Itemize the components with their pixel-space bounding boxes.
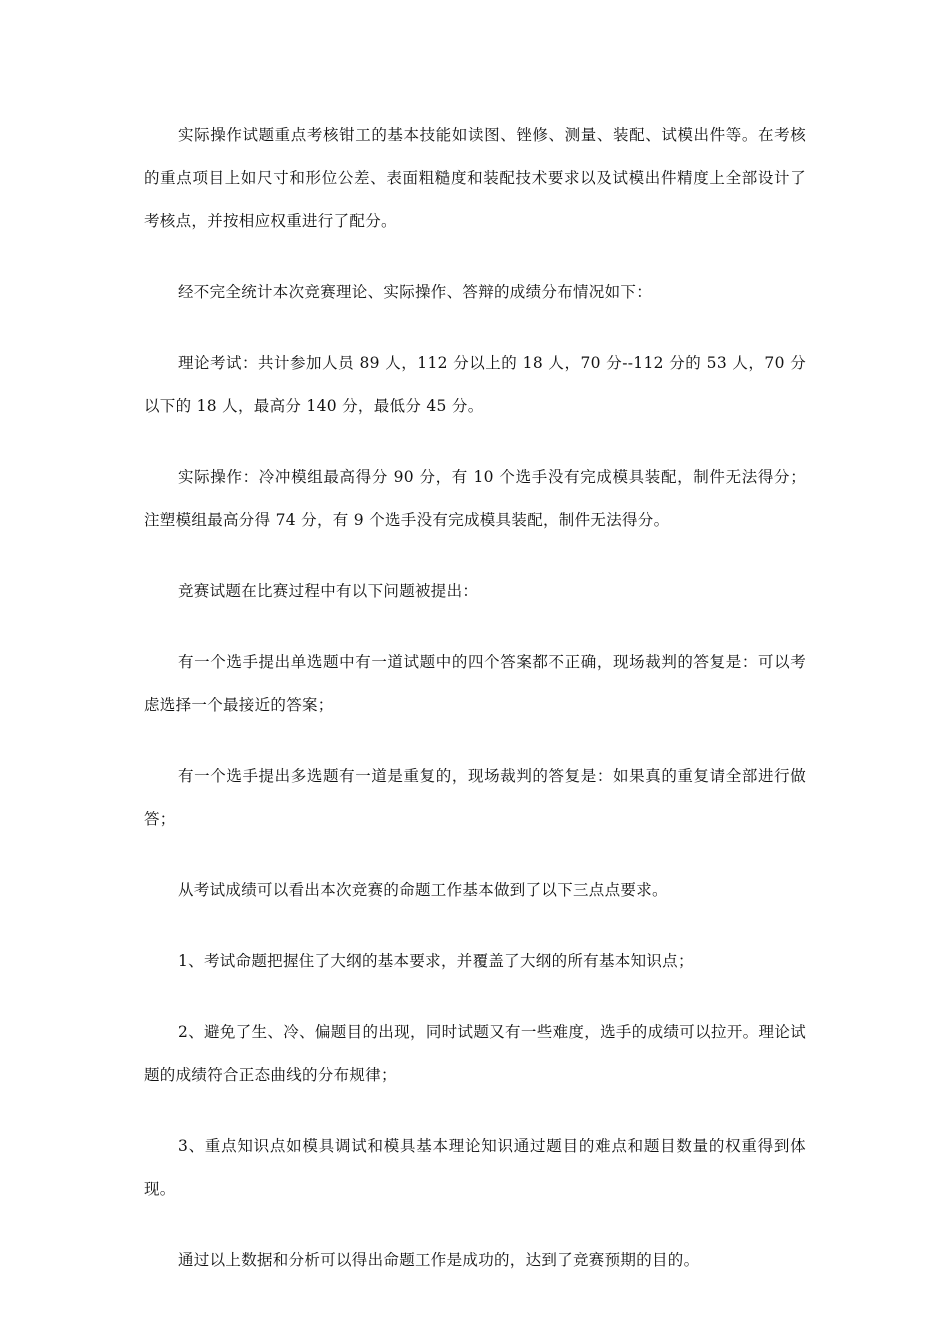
paragraph-theory-exam-results: 理论考试：共计参加人员 89 人，112 分以上的 18 人，70 分--112 分的 53 人，70 分以下的 18 人，最高分 140 分，最低分 45 分。 [144, 354, 806, 415]
paragraph-gap [144, 613, 806, 641]
paragraph-gap [144, 428, 806, 456]
paragraph-requirements-intro: 从考试成绩可以看出本次竞赛的命题工作基本做到了以下三点点要求。 [178, 881, 668, 899]
paragraph-gap [144, 243, 806, 271]
paragraph-requirement-2: 2、避免了生、冷、偏题目的出现，同时试题又有一些难度，选手的成绩可以拉开。理论试题的成绩符合正态曲线的分布规律； [144, 1023, 806, 1084]
paragraph-conclusion: 通过以上数据和分析可以得出命题工作是成功的，达到了竞赛预期的目的。 [178, 1251, 700, 1269]
paragraph-requirement-1: 1、考试命题把握住了大纲的基本要求，并覆盖了大纲的所有基本知识点； [178, 952, 694, 970]
paragraph-gap [144, 727, 806, 755]
document-body [144, 114, 806, 1282]
paragraph-gap [144, 1097, 806, 1125]
paragraph-gap [144, 542, 806, 570]
paragraph-practical-exam-focus: 实际操作试题重点考核钳工的基本技能如读图、锉修、测量、装配、试模出件等。在考核的重点项目上如尺寸和形位公差、表面粗糙度和装配技术要求以及试模出件精度上全部设计了考核点，并按相应权重进行了配分。 [144, 126, 806, 230]
paragraph-gap [144, 841, 806, 869]
paragraph-practical-results: 实际操作：冷冲模组最高得分 90 分，有 10 个选手没有完成模具装配，制件无法得分；注塑模组最高分得 74 分，有 9 个选手没有完成模具装配，制件无法得分。 [144, 468, 806, 529]
paragraph-requirement-3: 3、重点知识点如模具调试和模具基本理论知识通过题目的难点和题目数量的权重得到体现。 [144, 1137, 806, 1198]
paragraph-gap [144, 1211, 806, 1239]
paragraph-gap [144, 314, 806, 342]
paragraph-gap [144, 983, 806, 1011]
paragraph-issues-intro: 竞赛试题在比赛过程中有以下问题被提出： [178, 582, 479, 600]
paragraph-issue-multi-choice: 有一个选手提出多选题有一道是重复的，现场裁判的答复是：如果真的重复请全部进行做答； [144, 767, 806, 828]
paragraph-gap [144, 912, 806, 940]
paragraph-issue-single-choice: 有一个选手提出单选题中有一道试题中的四个答案都不正确，现场裁判的答复是：可以考虑选择一个最接近的答案； [144, 653, 806, 714]
paragraph-score-distribution-intro: 经不完全统计本次竞赛理论、实际操作、答辩的成绩分布情况如下： [178, 283, 653, 301]
